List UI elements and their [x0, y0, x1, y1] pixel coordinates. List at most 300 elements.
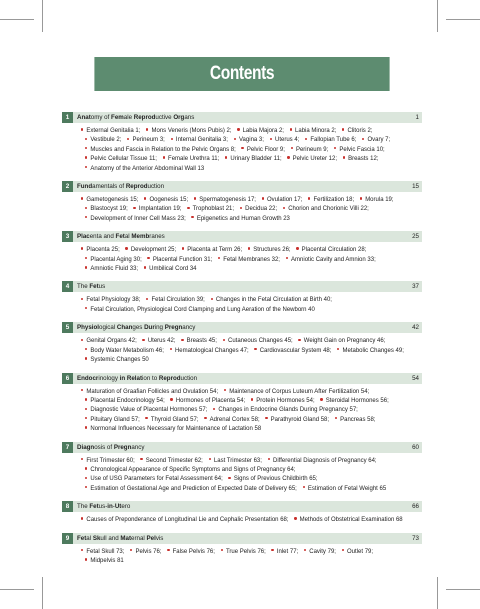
- bullet-icon: [85, 156, 87, 158]
- topic-item[interactable]: [85, 476, 223, 482]
- bullet-icon: [85, 477, 87, 479]
- topic-item[interactable]: [294, 517, 402, 523]
- bullet-icon: [286, 257, 288, 259]
- bullet-icon: [85, 417, 87, 419]
- topic-label: First Trimester 60;: [86, 457, 135, 464]
- topic-label: Cutaneous Changes 45;: [228, 338, 293, 345]
- bullet-icon: [81, 197, 83, 199]
- chapter-bar[interactable]: [62, 533, 422, 544]
- topic-label: Pelvic Cellular Tissue 11;: [90, 156, 157, 163]
- topic-label: Trophoblast 21;: [192, 206, 235, 213]
- topic-label: Placental Endocrinology 54;: [90, 397, 165, 404]
- topic-label: Fetal Physiology 38;: [86, 297, 141, 304]
- topic-label: Pancreas 58;: [340, 416, 376, 423]
- bullet-icon: [221, 549, 223, 551]
- bullet-icon: [171, 138, 173, 140]
- chapter-5: [62, 322, 422, 365]
- chapter-page-number: 73: [412, 534, 419, 542]
- topic-label: Fertilization 18;: [313, 197, 355, 204]
- bullet-icon: [81, 247, 83, 249]
- topic-label: Vagina 3;: [239, 137, 264, 144]
- topic-item[interactable]: [163, 156, 220, 162]
- bullet-icon: [85, 257, 87, 259]
- topic-item[interactable]: [224, 389, 369, 395]
- topic-item[interactable]: [81, 517, 289, 523]
- bullet-icon: [85, 486, 87, 488]
- topic-item[interactable]: [133, 206, 181, 212]
- topic-item[interactable]: [127, 137, 165, 143]
- topic-label: Development of Inner Cell Mass 23;: [90, 215, 186, 222]
- bullet-icon: [85, 147, 87, 149]
- topic-item[interactable]: [81, 458, 135, 464]
- topic-item[interactable]: [144, 266, 197, 272]
- crop-mark: [42, 0, 43, 32]
- bullet-icon: [240, 207, 242, 209]
- topic-item[interactable]: [81, 297, 140, 303]
- chapter-bar[interactable]: [62, 231, 422, 242]
- topic-item[interactable]: [81, 389, 218, 395]
- topic-label: Chorion and Chorionic Villi 22;: [288, 206, 369, 213]
- bullet-icon: [268, 458, 270, 460]
- topic-list: [62, 544, 422, 567]
- chapter-bar[interactable]: [62, 501, 422, 512]
- topic-item[interactable]: [234, 137, 264, 143]
- topic-item[interactable]: [221, 549, 266, 555]
- topic-list: [62, 292, 422, 315]
- topic-label: Pituitary Gland 57;: [90, 416, 140, 423]
- chapter-7: [62, 442, 422, 495]
- topic-item[interactable]: [223, 338, 293, 344]
- topic-item[interactable]: [308, 197, 354, 203]
- topic-label: Breasts 12;: [348, 156, 379, 163]
- topic-label: Clitoris 2;: [347, 128, 373, 134]
- topic-label: Perineum 3;: [132, 137, 165, 144]
- chapter-title: The Fetus-in-Utero: [77, 503, 131, 511]
- topic-item[interactable]: [170, 348, 249, 354]
- chapter-page-number: 15: [412, 183, 419, 191]
- chapter-number: 1: [62, 112, 73, 123]
- topic-item[interactable]: [145, 417, 198, 423]
- chapter-bar[interactable]: [62, 442, 422, 453]
- topic-item[interactable]: [305, 137, 356, 143]
- page-title: Contents: [209, 63, 275, 84]
- crop-mark: [42, 577, 43, 609]
- topic-item[interactable]: [81, 197, 138, 203]
- topic-label: Uterus 42;: [147, 338, 176, 345]
- topic-item[interactable]: [181, 338, 217, 344]
- chapter-title: Endocrinology in Relation to Reproduction: [77, 374, 198, 382]
- topic-item[interactable]: [337, 348, 404, 354]
- topic-label: Placental Function 31;: [152, 256, 213, 263]
- bullet-icon: [85, 357, 87, 359]
- topic-label: Structures 26;: [253, 247, 291, 254]
- topic-label: Gametogenesis 15;: [86, 197, 139, 204]
- bullet-icon: [298, 339, 300, 341]
- chapter-3: [62, 231, 422, 274]
- table-of-contents: [62, 112, 422, 573]
- topic-label: Changes in the Fetal Circulation at Birth 40;: [215, 297, 332, 304]
- topic-label: Maturation of Graafian Follicles and Ovulation 54;: [86, 388, 219, 395]
- bullet-icon: [146, 128, 148, 130]
- bullet-icon: [294, 517, 296, 519]
- topic-label: Hematological Changes 47;: [174, 347, 249, 354]
- topic-item[interactable]: [296, 247, 366, 253]
- bullet-icon: [167, 549, 169, 551]
- topic-item[interactable]: [304, 549, 336, 555]
- topic-item[interactable]: [303, 486, 387, 492]
- bullet-icon: [85, 467, 87, 469]
- topic-item[interactable]: [342, 128, 372, 134]
- topic-label: Protein Hormones 54;: [256, 397, 315, 404]
- topic-item[interactable]: [254, 348, 331, 354]
- topic-label: Blastocyst 19;: [90, 206, 128, 213]
- bullet-icon: [241, 147, 243, 149]
- topic-label: Implantation 19;: [138, 206, 182, 213]
- bullet-icon: [308, 197, 310, 199]
- chapter-page-number: 54: [412, 374, 419, 382]
- bullet-icon: [283, 207, 285, 209]
- bullet-icon: [320, 398, 322, 400]
- topic-item[interactable]: [283, 206, 369, 212]
- topic-item[interactable]: [271, 549, 298, 555]
- topic-label: Placental Aging 30;: [90, 256, 142, 263]
- bullet-icon: [218, 257, 220, 259]
- bullet-icon: [127, 138, 129, 140]
- bullet-icon: [85, 426, 87, 428]
- topic-label: Umbilical Cord 34: [149, 266, 197, 273]
- topic-item[interactable]: [144, 197, 188, 203]
- chapter-1: [62, 112, 422, 174]
- topic-item[interactable]: [270, 137, 300, 143]
- topic-item[interactable]: [251, 398, 315, 404]
- bullet-icon: [85, 408, 87, 410]
- topic-label: Fetal Circulation, Physiological Cord Clamping and Lung Aeration of the Newborn 40: [90, 306, 315, 313]
- topic-item[interactable]: [218, 257, 280, 263]
- topic-label: Inlet 77;: [276, 548, 299, 555]
- topic-list: [62, 512, 422, 525]
- topic-item[interactable]: [237, 128, 284, 134]
- topic-label: Placenta 25;: [86, 247, 120, 254]
- chapter-number: 2: [62, 181, 73, 192]
- topic-item[interactable]: [342, 549, 373, 555]
- topic-item[interactable]: [85, 156, 157, 162]
- bullet-icon: [85, 398, 87, 400]
- crop-mark: [0, 19, 34, 20]
- topic-item[interactable]: [182, 247, 242, 253]
- topic-label: Cavity 79;: [309, 548, 336, 555]
- bullet-icon: [271, 549, 273, 551]
- topic-label: Differential Diagnosis of Pregnancy 64;: [272, 457, 377, 464]
- topic-item[interactable]: [81, 549, 124, 555]
- topic-label: Epigenetics and Human Growth 23: [196, 215, 290, 222]
- topic-item[interactable]: [85, 216, 186, 222]
- topic-label: Development 25;: [130, 247, 177, 254]
- chapter-number: 3: [62, 231, 73, 242]
- topic-label: Uterus 4;: [274, 137, 300, 144]
- topic-label: Systemic Changes 50: [90, 357, 149, 364]
- topic-label: Cardiovascular System 48;: [259, 347, 332, 354]
- topic-label: Changes in Endocrine Glands During Pregnancy 57;: [218, 407, 358, 414]
- bullet-icon: [130, 549, 132, 551]
- chapter-number: 9: [62, 533, 73, 544]
- topic-label: Vestibule 2;: [90, 137, 122, 144]
- topic-item[interactable]: [286, 257, 376, 263]
- topic-label: Amniotic Cavity and Amnion 33;: [291, 256, 376, 263]
- bullet-icon: [209, 458, 211, 460]
- bullet-icon: [182, 247, 184, 249]
- bullet-icon: [213, 408, 215, 410]
- topic-label: Urinary Bladder 11;: [230, 156, 282, 163]
- topic-item[interactable]: [287, 156, 337, 162]
- bullet-icon: [225, 156, 227, 158]
- topic-list: [62, 242, 422, 274]
- chapter-title: The Fetus: [77, 283, 106, 291]
- chapter-page-number: 25: [412, 233, 419, 241]
- topic-item[interactable]: [262, 197, 303, 203]
- topic-label: Maintenance of Corpus Luteum After Fertilization 54;: [229, 388, 370, 395]
- topic-label: Outlet 79;: [347, 548, 374, 555]
- topic-label: Internal Genitalia 3;: [175, 137, 228, 144]
- bullet-icon: [290, 128, 292, 130]
- topic-item[interactable]: [320, 398, 388, 404]
- topic-item[interactable]: [194, 197, 256, 203]
- topic-item[interactable]: [85, 147, 236, 153]
- bullet-icon: [262, 197, 264, 199]
- bullet-icon: [85, 266, 87, 268]
- topic-item[interactable]: [298, 338, 385, 344]
- bullet-icon: [360, 197, 362, 199]
- topic-label: Female Urethra 11;: [168, 156, 220, 163]
- topic-label: Estimation of Gestational Age and Prediction of Expected Date of Delivery 65;: [90, 485, 297, 492]
- topic-item[interactable]: [343, 156, 379, 162]
- chapter-bar[interactable]: [62, 373, 422, 384]
- topic-item[interactable]: [85, 357, 149, 363]
- chapter-page-number: 60: [412, 443, 419, 451]
- bullet-icon: [251, 398, 253, 400]
- bullet-icon: [170, 398, 172, 400]
- topic-item[interactable]: [228, 476, 317, 482]
- bullet-icon: [234, 138, 236, 140]
- topic-item[interactable]: [85, 257, 142, 263]
- topic-label: External Genitalia 1;: [86, 128, 141, 134]
- topic-item[interactable]: [142, 338, 175, 344]
- bullet-icon: [191, 216, 193, 218]
- topic-item[interactable]: [265, 417, 329, 423]
- topic-item[interactable]: [360, 197, 394, 203]
- chapter-title: Placenta and Fetal Membranes: [77, 233, 165, 241]
- topic-label: Fetal Circulation 39;: [151, 297, 205, 304]
- topic-item[interactable]: [225, 156, 282, 162]
- crop-mark: [0, 589, 34, 590]
- topic-item[interactable]: [81, 338, 137, 344]
- topic-item[interactable]: [170, 398, 245, 404]
- topic-list: [62, 453, 422, 495]
- chapter-number: 6: [62, 373, 73, 384]
- topic-item[interactable]: [268, 458, 377, 464]
- topic-item[interactable]: [334, 147, 385, 153]
- bullet-icon: [163, 156, 165, 158]
- bullet-icon: [211, 298, 213, 300]
- topic-label: Use of USG Parameters for Fetal Assessment 64;: [90, 476, 223, 483]
- topic-item[interactable]: [209, 458, 262, 464]
- topic-item[interactable]: [290, 128, 337, 134]
- bullet-icon: [170, 348, 172, 350]
- topic-label: True Pelvis 76;: [225, 548, 266, 555]
- crop-mark: [437, 577, 438, 609]
- topic-label: Decidua 22;: [245, 206, 278, 213]
- topic-label: Anatomy of the Anterior Abdominal Wall 13: [90, 165, 205, 172]
- bullet-icon: [125, 247, 127, 249]
- topic-item[interactable]: [146, 297, 205, 303]
- bullet-icon: [194, 197, 196, 199]
- chapter-bar[interactable]: [62, 112, 422, 123]
- topic-item[interactable]: [167, 549, 215, 555]
- topic-item[interactable]: [85, 417, 140, 423]
- topic-list: [62, 384, 422, 435]
- topic-label: Pelvis 76;: [135, 548, 162, 555]
- topic-label: Diagnostic Value of Placental Hormones 57;: [90, 407, 208, 414]
- chapter-2: [62, 181, 422, 224]
- topic-label: Midpelvis 81: [90, 557, 124, 564]
- topic-label: Last Trimester 63;: [213, 457, 262, 464]
- bullet-icon: [142, 339, 144, 341]
- topic-item[interactable]: [85, 426, 261, 432]
- topic-item[interactable]: [85, 266, 138, 272]
- chapter-bar[interactable]: [62, 181, 422, 192]
- topic-label: Ovulation 17;: [267, 197, 303, 204]
- bullet-icon: [291, 147, 293, 149]
- bullet-icon: [81, 298, 83, 300]
- topic-label: Thyroid Gland 57;: [150, 416, 199, 423]
- bullet-icon: [85, 348, 87, 350]
- bullet-icon: [145, 417, 147, 419]
- topic-label: Steroidal Hormones 56;: [325, 397, 389, 404]
- chapter-bar[interactable]: [62, 322, 422, 333]
- topic-label: Placental Circulation 28;: [301, 247, 367, 254]
- bullet-icon: [81, 389, 83, 391]
- topic-item[interactable]: [248, 247, 291, 253]
- chapter-title: Diagnosis of Pregnancy: [77, 443, 145, 451]
- topic-label: False Pelvis 76;: [172, 548, 215, 555]
- topic-item[interactable]: [85, 166, 204, 172]
- bullet-icon: [81, 339, 83, 341]
- bullet-icon: [187, 207, 189, 209]
- topic-item[interactable]: [187, 206, 234, 212]
- topic-label: Fetal Skull 73;: [86, 548, 125, 555]
- topic-label: Chronological Appearance of Specific Symptoms and Signs of Pregnancy 64;: [90, 466, 296, 473]
- topic-item[interactable]: [125, 247, 176, 253]
- topic-label: Amniotic Fluid 33;: [90, 266, 139, 273]
- topic-item[interactable]: [85, 407, 207, 413]
- topic-item[interactable]: [147, 257, 212, 263]
- bullet-icon: [85, 166, 87, 168]
- topic-label: Pelvic Floor 9;: [246, 146, 285, 153]
- bullet-icon: [140, 458, 142, 460]
- topic-label: Mons Veneris (Mons Pubis) 2;: [151, 128, 232, 134]
- topic-item[interactable]: [85, 467, 296, 473]
- bullet-icon: [342, 549, 344, 551]
- bullet-icon: [204, 417, 206, 419]
- topic-label: Ovary 7;: [367, 137, 391, 144]
- topic-item[interactable]: [211, 297, 332, 303]
- chapter-title: Fundamentals of Reproduction: [77, 183, 165, 191]
- bullet-icon: [335, 417, 337, 419]
- bullet-icon: [265, 417, 267, 419]
- contents-header: [94, 57, 389, 91]
- topic-item[interactable]: [140, 458, 202, 464]
- topic-item[interactable]: [85, 137, 121, 143]
- topic-item[interactable]: [171, 137, 228, 143]
- topic-label: Muscles and Fascia in Relation to the Pelvic Organs 8;: [90, 146, 236, 153]
- topic-label: Oogenesis 15;: [149, 197, 189, 204]
- chapter-title: Physiological Changes During Pregnancy: [77, 324, 196, 332]
- topic-item[interactable]: [146, 128, 231, 134]
- topic-label: Weight Gain on Pregnancy 46;: [303, 338, 386, 345]
- topic-label: Parathyroid Gland 58;: [270, 416, 330, 423]
- topic-item[interactable]: [191, 216, 289, 222]
- bullet-icon: [362, 138, 364, 140]
- topic-label: Estimation of Fetal Weight 65: [307, 485, 387, 492]
- bullet-icon: [254, 348, 256, 350]
- topic-label: Placenta at Term 26;: [187, 247, 243, 254]
- topic-label: Adrenal Cortex 58;: [209, 416, 260, 423]
- bullet-icon: [81, 458, 83, 460]
- chapter-6: [62, 373, 422, 435]
- topic-item[interactable]: [85, 348, 164, 354]
- bullet-icon: [304, 549, 306, 551]
- chapter-title: Anatomy of Female Reproductive Organs: [77, 114, 195, 121]
- topic-label: Labia Minora 2;: [295, 128, 337, 134]
- topic-label: Hormones of Placenta 54;: [175, 397, 246, 404]
- topic-list: [62, 333, 422, 365]
- topic-item[interactable]: [81, 128, 140, 134]
- topic-label: Normonal Influences Necessary for Maintenance of Lactation 58: [90, 426, 262, 433]
- bullet-icon: [85, 558, 87, 560]
- topic-item[interactable]: [241, 147, 284, 153]
- topic-label: Labia Majora 2;: [242, 128, 284, 134]
- bullet-icon: [334, 147, 336, 149]
- topic-item[interactable]: [335, 417, 376, 423]
- topic-item[interactable]: [85, 206, 128, 212]
- topic-item[interactable]: [291, 147, 329, 153]
- topic-item[interactable]: [362, 137, 390, 143]
- crop-mark: [446, 589, 480, 590]
- topic-label: Body Water Metabolism 46;: [90, 347, 164, 354]
- topic-item[interactable]: [130, 549, 161, 555]
- chapter-number: 7: [62, 442, 73, 453]
- chapter-9: [62, 533, 422, 567]
- chapter-4: [62, 281, 422, 315]
- chapter-number: 8: [62, 501, 73, 512]
- topic-item[interactable]: [240, 206, 277, 212]
- topic-label: Pelvic Ureter 12;: [292, 156, 338, 163]
- topic-item[interactable]: [81, 247, 120, 253]
- topic-item[interactable]: [85, 398, 165, 404]
- topic-item[interactable]: [85, 558, 124, 564]
- bullet-icon: [248, 247, 250, 249]
- topic-item[interactable]: [213, 407, 358, 413]
- bullet-icon: [303, 486, 305, 488]
- bullet-icon: [85, 207, 87, 209]
- chapter-bar[interactable]: [62, 281, 422, 292]
- topic-item[interactable]: [85, 307, 315, 313]
- topic-item[interactable]: [85, 486, 297, 492]
- topic-item[interactable]: [204, 417, 259, 423]
- topic-label: Spermatogenesis 17;: [199, 197, 256, 204]
- bullet-icon: [81, 549, 83, 551]
- bullet-icon: [146, 298, 148, 300]
- topic-label: Metabolic Changes 49;: [342, 347, 404, 354]
